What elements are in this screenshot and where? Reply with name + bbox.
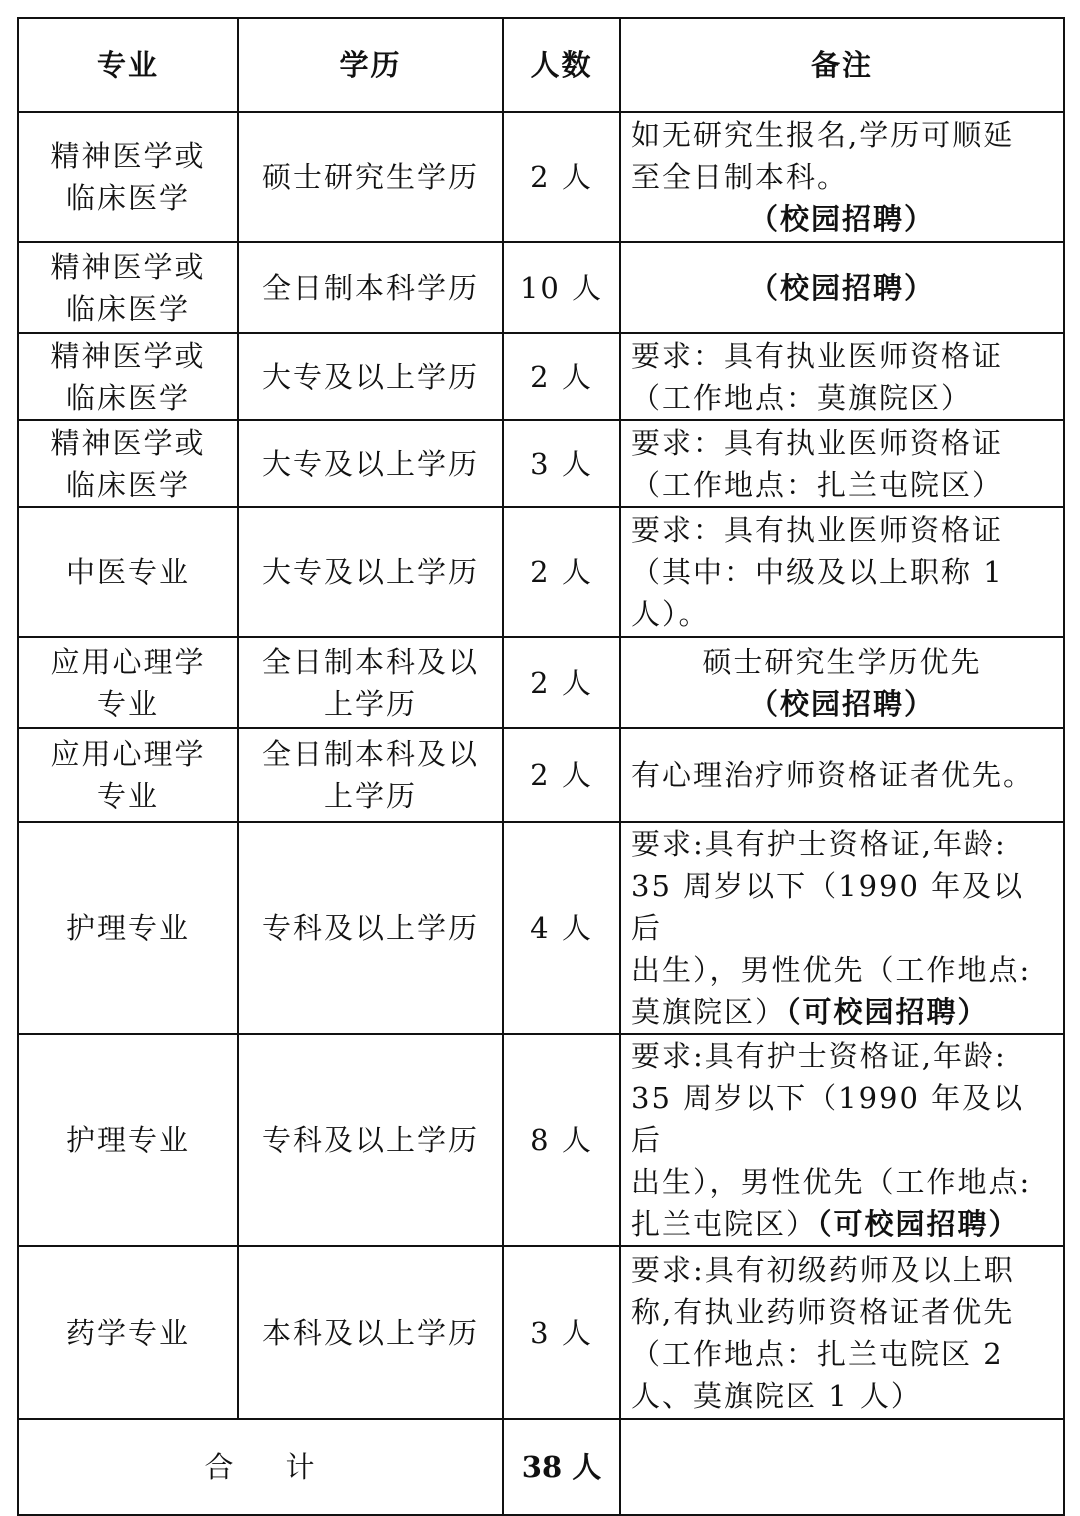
- count-cell: 2 人: [503, 507, 620, 637]
- campus-recruit-tag: （校园招聘）: [748, 686, 935, 721]
- note-cell: [620, 822, 1064, 1034]
- cell-line: 人）。: [631, 597, 710, 631]
- cell-line: 本科及以上学历: [261, 1315, 479, 1350]
- cell-line: 专科及以上学历: [261, 1123, 479, 1157]
- table-row: [18, 822, 1064, 1034]
- total-count: 38 人: [503, 1419, 620, 1515]
- cell-line: 全日制本科学历: [261, 270, 479, 305]
- major-cell: [18, 242, 238, 333]
- cell-line: 精神医学或: [50, 338, 206, 373]
- cell-line: 药学专业: [65, 1315, 190, 1350]
- cell-line: 上学历: [323, 686, 417, 721]
- major-cell: [18, 1034, 238, 1246]
- cell-line: 35 周岁以下（1990 年及以后: [631, 1081, 1025, 1157]
- note-cell: [620, 420, 1064, 507]
- note-text: 扎兰屯院区）: [631, 1207, 818, 1241]
- total-label: [18, 1419, 503, 1515]
- cell-line: 精神医学或: [50, 139, 206, 173]
- table-row: [18, 333, 1064, 420]
- education-cell: [238, 822, 503, 1034]
- education-cell: [238, 333, 503, 420]
- header-major: 专业: [18, 18, 238, 112]
- cell-line: 专业: [96, 779, 159, 813]
- note-cell: [620, 1034, 1064, 1246]
- education-cell: [238, 420, 503, 507]
- cell-line: 称,有执业药师资格证者优先: [631, 1294, 1015, 1329]
- table-row: [18, 242, 1064, 333]
- major-cell: [18, 112, 238, 242]
- cell-line: （工作地点：扎兰屯院区 2: [631, 1336, 1004, 1371]
- cell-line: 精神医学或: [50, 249, 206, 284]
- cell-line: 至全日制本科。: [631, 160, 849, 194]
- count-cell: 3 人: [503, 1246, 620, 1419]
- education-cell: [238, 507, 503, 637]
- cell-line: 临床医学: [65, 467, 190, 502]
- cell-line: （工作地点：扎兰屯院区）: [631, 467, 1004, 502]
- education-cell: [238, 728, 503, 822]
- cell-line: 人、莫旗院区 1 人）: [631, 1378, 922, 1413]
- header-count: 人数: [503, 18, 620, 112]
- header-education: 学历: [238, 18, 503, 112]
- cell-line: 精神医学或: [50, 425, 206, 460]
- header-row: [18, 18, 1064, 112]
- major-cell: [18, 822, 238, 1034]
- recruitment-table: [17, 17, 1065, 1516]
- cell-line: 临床医学: [65, 291, 190, 326]
- note-cell: [620, 333, 1064, 420]
- note-cell: [620, 112, 1064, 242]
- cell-line: （工作地点：莫旗院区）: [631, 380, 973, 415]
- cell-line: 有心理治疗师资格证者优先。: [631, 758, 1035, 792]
- note-text: 莫旗院区）: [631, 995, 787, 1029]
- table-row: [18, 1246, 1064, 1419]
- cell-line: 大专及以上学历: [261, 555, 479, 589]
- cell-line: 专科及以上学历: [261, 911, 479, 945]
- cell-line: 硕士研究生学历: [261, 160, 479, 194]
- cell-line: [631, 1203, 1053, 1245]
- cell-line: 35 周岁以下（1990 年及以后: [631, 869, 1025, 945]
- cell-line: 应用心理学: [50, 644, 206, 679]
- count-cell: 2 人: [503, 333, 620, 420]
- count-cell: 2 人: [503, 112, 620, 242]
- count-cell: 3 人: [503, 420, 620, 507]
- table-row: [18, 637, 1064, 728]
- cell-line: 硕士研究生学历优先: [702, 644, 982, 679]
- total-label-a: 合: [204, 1450, 236, 1484]
- cell-line: 临床医学: [65, 181, 190, 215]
- count-cell: 10 人: [503, 242, 620, 333]
- campus-recruit-tag: （可校园招聘）: [817, 1207, 1020, 1241]
- cell-line: 临床医学: [65, 380, 190, 415]
- table-row: [18, 420, 1064, 507]
- cell-line: 要求:具有初级药师及以上职: [631, 1252, 1015, 1287]
- note-cell: [620, 507, 1064, 637]
- header-note: 备注: [620, 18, 1064, 112]
- education-cell: [238, 112, 503, 242]
- education-cell: [238, 637, 503, 728]
- count-cell: 8 人: [503, 1034, 620, 1246]
- cell-line: 大专及以上学历: [261, 446, 479, 481]
- table-row: [18, 112, 1064, 242]
- campus-recruit-tag: （可校园招聘）: [786, 995, 989, 1029]
- major-cell: [18, 333, 238, 420]
- table-row: [18, 507, 1064, 637]
- cell-line: 出生），男性优先（工作地点:: [631, 953, 1032, 987]
- major-cell: [18, 507, 238, 637]
- total-row: [18, 1419, 1064, 1515]
- cell-line: （其中：中级及以上职称 1: [631, 555, 1004, 589]
- education-cell: [238, 1034, 503, 1246]
- note-cell: [620, 728, 1064, 822]
- cell-line: 要求：具有执业医师资格证: [631, 338, 1004, 373]
- cell-line: 全日制本科及以: [261, 644, 479, 679]
- cell-line: 要求:具有护士资格证,年龄:: [631, 827, 1007, 861]
- cell-line: 如无研究生报名,学历可顺延: [631, 118, 1015, 152]
- cell-line: 护理专业: [65, 911, 190, 945]
- cell-line: 中医专业: [65, 555, 190, 589]
- table-row: [18, 728, 1064, 822]
- note-cell: [620, 1246, 1064, 1419]
- cell-line: 上学历: [323, 779, 417, 813]
- major-cell: [18, 637, 238, 728]
- cell-line: 要求：具有执业医师资格证: [631, 513, 1004, 547]
- cell-line: 大专及以上学历: [261, 359, 479, 394]
- note-cell: [620, 637, 1064, 728]
- cell-line: 专业: [96, 686, 159, 721]
- count-cell: 2 人: [503, 637, 620, 728]
- cell-line: 应用心理学: [50, 737, 206, 771]
- education-cell: [238, 1246, 503, 1419]
- campus-recruit-tag: （校园招聘）: [748, 270, 935, 305]
- major-cell: [18, 728, 238, 822]
- major-cell: [18, 420, 238, 507]
- major-cell: [18, 1246, 238, 1419]
- count-cell: 4 人: [503, 822, 620, 1034]
- cell-line: 全日制本科及以: [261, 737, 479, 771]
- table-row: [18, 1034, 1064, 1246]
- cell-line: 要求:具有护士资格证,年龄:: [631, 1039, 1007, 1073]
- cell-line: 出生），男性优先（工作地点:: [631, 1165, 1032, 1199]
- total-label-b: 计: [285, 1450, 317, 1484]
- cell-line: 要求：具有执业医师资格证: [631, 425, 1004, 460]
- education-cell: [238, 242, 503, 333]
- cell-line: 护理专业: [65, 1123, 190, 1157]
- cell-line: [631, 991, 1053, 1033]
- note-cell: [620, 242, 1064, 333]
- total-note: [620, 1419, 1064, 1515]
- count-cell: 2 人: [503, 728, 620, 822]
- campus-recruit-tag: （校园招聘）: [748, 202, 935, 236]
